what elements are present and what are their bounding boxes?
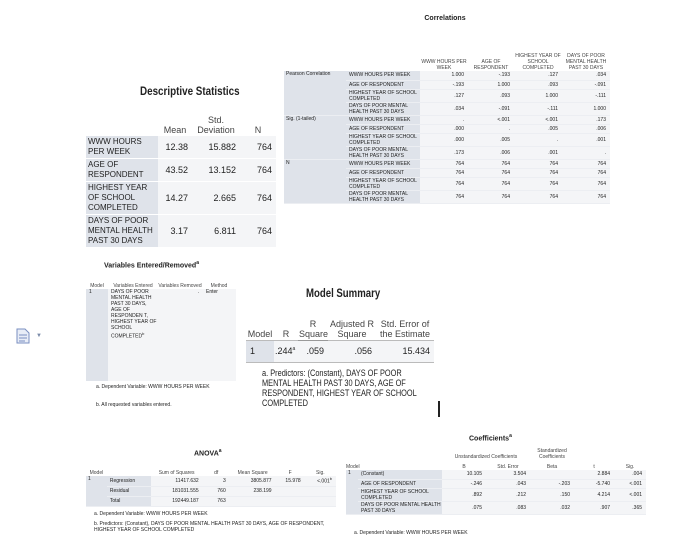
corr-group-label: N <box>284 159 346 203</box>
document-icon[interactable] <box>16 328 30 349</box>
coef-header-sig: Sig. <box>625 464 635 470</box>
corr-cell: 764 <box>468 159 514 168</box>
variables-entered-row <box>86 289 236 381</box>
corr-cell: . <box>514 133 562 146</box>
ve-header-entered: Variables Entered <box>113 283 153 289</box>
corr-cell: 1.000 <box>514 89 562 102</box>
anova-header-sig: Sig. <box>316 470 325 476</box>
corr-cell: .006 <box>468 146 514 159</box>
corr-cell: 764 <box>514 168 562 177</box>
corr-cell: .173 <box>562 115 610 124</box>
coefficients-title-text: Coefficients <box>469 435 510 443</box>
coef-sig: <.001 <box>614 479 646 488</box>
ve-method: Enter <box>202 289 236 381</box>
corr-cell: 764 <box>514 159 562 168</box>
anova-f <box>276 486 305 496</box>
coef-row <box>346 470 646 479</box>
ve-header-model: Model <box>90 283 104 289</box>
corr-row-var: AGE OF RESPONDENT <box>346 168 420 177</box>
corr-cell: 764 <box>420 168 468 177</box>
ve-header-removed: Variables Removed <box>158 283 202 289</box>
ms-header-model: Model <box>247 328 273 339</box>
anova-f: 15.978 <box>276 476 305 486</box>
coef-row-label: AGE OF RESPONDENT <box>358 479 442 488</box>
descriptive-table <box>86 104 276 248</box>
chevron-down-icon[interactable]: ▼ <box>36 333 42 339</box>
coef-row-label: DAYS OF POOR MENTAL HEALTH PAST 30 DAYS <box>358 501 442 514</box>
anova-header-ss: Sum of Squares <box>158 470 195 476</box>
coef-header-b: B <box>462 464 466 470</box>
model-summary-header-row <box>246 308 434 340</box>
anova-df: 763 <box>203 496 230 506</box>
corr-row-var: DAYS OF POOR MENTAL HEALTH PAST 30 DAYS <box>346 146 420 159</box>
correlations-title: Correlations <box>424 15 466 22</box>
coef-t: .907 <box>574 501 614 514</box>
coef-b: -.246 <box>442 479 486 488</box>
coef-beta: .150 <box>530 488 574 501</box>
anova-row <box>86 496 336 506</box>
corr-cell: . <box>562 146 610 159</box>
desc-n: 764 <box>240 182 276 215</box>
anova-sig-sup: b <box>329 476 332 482</box>
ms-header-r2: R Square <box>298 308 328 340</box>
descriptive-title: Descriptive Statistics <box>140 84 240 98</box>
corr-cell: 764 <box>514 177 562 190</box>
coef-t: -5.740 <box>574 479 614 488</box>
corr-cell: 1.000 <box>468 80 514 89</box>
coef-sig: <.001 <box>614 488 646 501</box>
correlations-header-row <box>284 29 610 71</box>
corr-cell: .034 <box>562 71 610 80</box>
coef-group-unstd: Unstandardized Coefficients <box>454 454 518 460</box>
corr-cell: <.001 <box>514 115 562 124</box>
corr-row-var: HIGHEST YEAR OF SCHOOL COMPLETED <box>346 133 420 146</box>
corr-row-var: AGE OF RESPONDENT <box>346 80 420 89</box>
anova-model: 1 <box>86 476 107 506</box>
corr-cell: -.193 <box>468 71 514 80</box>
desc-sd: 13.152 <box>192 159 240 182</box>
corr-cell: 764 <box>468 168 514 177</box>
desc-mean: 12.38 <box>158 136 192 159</box>
ms-header-r: R <box>282 328 290 339</box>
corr-cell: 764 <box>420 159 468 168</box>
desc-sd: 2.665 <box>192 182 240 215</box>
coef-header-se: Std. Error <box>497 464 519 470</box>
corr-cell: . <box>468 124 514 133</box>
correlations-table <box>284 29 610 204</box>
corr-cell: 764 <box>562 177 610 190</box>
coef-model: 1 <box>346 470 358 514</box>
corr-cell: .001 <box>562 133 610 146</box>
corr-cell: 764 <box>468 190 514 203</box>
ms-r2: .059 <box>298 340 328 362</box>
coef-b: .075 <box>442 501 486 514</box>
anova-ms: 3805.877 <box>230 476 276 486</box>
corr-cell: .127 <box>420 89 468 102</box>
anova-title <box>194 448 222 457</box>
anova-ss: 11417.632 <box>151 476 203 486</box>
desc-n: 764 <box>240 215 276 248</box>
desc-mean: 3.17 <box>158 215 192 248</box>
ve-entered-sup: b <box>142 331 145 336</box>
variables-entered-title <box>104 260 199 269</box>
corr-cell: .000 <box>420 124 468 133</box>
coefficients-title-sup: a <box>509 433 512 439</box>
model-summary-title: Model Summary <box>306 286 381 300</box>
anova-header-model: Model <box>89 470 104 476</box>
corr-cell: .005 <box>514 124 562 133</box>
coef-group-std: Standardized Coefficients <box>537 448 567 460</box>
anova-header-row <box>86 460 336 476</box>
coef-beta: -.203 <box>530 479 574 488</box>
ms-header-se: Std. Error of the Estimate <box>379 318 431 339</box>
anova-row <box>86 476 336 486</box>
corr-cell: .005 <box>468 133 514 146</box>
ms-r <box>274 340 298 362</box>
anova-row-label: Regression <box>107 476 151 486</box>
corr-col-header: WWW HOURS PER WEEK <box>421 59 467 71</box>
anova-ms: 238.199 <box>230 486 276 496</box>
coefficients-title <box>469 433 512 442</box>
anova-ss: 192449.187 <box>151 496 203 506</box>
anova-note-a: a. Dependent Variable: WWW HOURS PER WEEK <box>94 511 208 517</box>
corr-cell: -.111 <box>514 102 562 115</box>
corr-cell: .173 <box>420 146 468 159</box>
corr-row-var: WWW HOURS PER WEEK <box>346 115 420 124</box>
desc-row-label: AGE OF RESPONDENT <box>86 159 158 182</box>
ms-model: 1 <box>246 340 274 362</box>
coef-header-model: Model <box>346 464 360 470</box>
ve-note-a: a. Dependent Variable: WWW HOURS PER WEEK <box>96 384 210 390</box>
corr-cell: 764 <box>562 159 610 168</box>
anova-f <box>276 496 305 506</box>
correlations-row <box>284 115 610 124</box>
corr-group-label: Sig. (1-tailed) <box>284 115 346 159</box>
corr-cell: 764 <box>420 177 468 190</box>
corr-cell: 764 <box>468 177 514 190</box>
anova-header-ms: Mean Square <box>237 470 268 476</box>
coef-sig: .004 <box>614 470 646 479</box>
coef-se: .043 <box>486 479 530 488</box>
correlations-row <box>284 159 610 168</box>
desc-row-label: HIGHEST YEAR OF SCHOOL COMPLETED <box>86 182 158 215</box>
ve-header-method: Method <box>210 283 228 289</box>
corr-col-header: AGE OF RESPONDENT <box>473 59 509 71</box>
descriptive-header-row <box>86 104 276 136</box>
anova-title-text: ANOVA <box>194 450 219 458</box>
coef-t: 4.214 <box>574 488 614 501</box>
corr-cell: -.091 <box>468 102 514 115</box>
ms-se: 15.434 <box>376 340 434 362</box>
corr-col-header: HIGHEST YEAR OF SCHOOL COMPLETED <box>515 53 561 71</box>
anova-df: 3 <box>203 476 230 486</box>
coef-b: 10.105 <box>442 470 486 479</box>
corr-row-var: HIGHEST YEAR OF SCHOOL COMPLETED <box>346 177 420 190</box>
corr-row-var: HIGHEST YEAR OF SCHOOL COMPLETED <box>346 89 420 102</box>
anova-row <box>86 486 336 496</box>
coef-t: 2.884 <box>574 470 614 479</box>
ve-entered-text: DAYS OF POOR MENTAL HEALTH PAST 30 DAYS, AGE OF RESPONDEN T, HIGHEST YEAR OF SCHOOL COMPLETED <box>111 289 157 340</box>
coef-row-label: (Constant) <box>358 470 442 479</box>
desc-sd: 15.882 <box>192 136 240 159</box>
anova-table <box>86 460 336 507</box>
anova-note-b: b. Predictors: (Constant), DAYS OF POOR MENTAL HEALTH PAST 30 DAYS, AGE OF RESPONDENT, HIGHEST YEAR OF SCHOOL COMPLETED <box>94 521 325 533</box>
anova-title-sup: a <box>218 448 222 454</box>
desc-n: 764 <box>240 136 276 159</box>
coef-b: .892 <box>442 488 486 501</box>
descriptive-row <box>86 215 276 248</box>
anova-row-label: Residual <box>107 486 151 496</box>
desc-mean: 43.52 <box>158 159 192 182</box>
ms-note: a. Predictors: (Constant), DAYS OF POOR MENTAL HEALTH PAST 30 DAYS, AGE OF RESPONDENT, HIGHEST YEAR OF SCHOOL COMPLETED <box>262 368 417 408</box>
model-summary-table <box>246 308 434 363</box>
corr-row-var: DAYS OF POOR MENTAL HEALTH PAST 30 DAYS <box>346 190 420 203</box>
variables-entered-title-sup: a <box>196 260 199 266</box>
corr-cell: .127 <box>514 71 562 80</box>
corr-group-label: Pearson Correlation <box>284 71 346 115</box>
corr-row-var: WWW HOURS PER WEEK <box>346 159 420 168</box>
corr-cell: .001 <box>514 146 562 159</box>
coef-note: a. Dependent Variable: WWW HOURS PER WEEK <box>354 530 468 536</box>
ms-r-value: .244 <box>275 346 293 356</box>
anova-sig-value: <.001 <box>317 479 330 486</box>
anova-header-f: F <box>288 470 292 476</box>
coef-header-t: t <box>593 464 595 470</box>
corr-cell: .000 <box>420 133 468 146</box>
coef-header-beta: Beta <box>546 464 558 470</box>
corr-cell: .006 <box>562 124 610 133</box>
anova-df: 760 <box>203 486 230 496</box>
desc-header-n: N <box>254 125 262 135</box>
corr-cell: -.091 <box>562 80 610 89</box>
corr-cell: 1.000 <box>420 71 468 80</box>
ms-header-adj: Adjusted R Square <box>329 318 375 339</box>
corr-cell: .034 <box>420 102 468 115</box>
corr-cell: -.111 <box>562 89 610 102</box>
corr-cell: 764 <box>562 168 610 177</box>
model-summary-row <box>246 340 434 362</box>
coef-row <box>346 501 646 514</box>
corr-cell: -.193 <box>420 80 468 89</box>
coefficients-table <box>346 448 646 515</box>
variables-entered-table <box>86 273 236 381</box>
coef-group-header-row <box>346 448 646 460</box>
correlations-row <box>284 71 610 80</box>
ve-entered <box>108 289 158 381</box>
corr-col-header: DAYS OF POOR MENTAL HEALTH PAST 30 DAYS <box>565 53 607 71</box>
corr-cell: 764 <box>514 190 562 203</box>
desc-mean: 14.27 <box>158 182 192 215</box>
desc-header-mean: Mean <box>163 125 187 135</box>
descriptive-row <box>86 159 276 182</box>
anova-ms <box>230 496 276 506</box>
corr-row-var: AGE OF RESPONDENT <box>346 124 420 133</box>
corr-cell: <.001 <box>468 115 514 124</box>
ms-r-sup: a <box>292 346 296 352</box>
variables-entered-title-text: Variables Entered/Removed <box>104 262 197 270</box>
corr-cell: .093 <box>468 89 514 102</box>
descriptive-row <box>86 182 276 215</box>
desc-header-sd: Std. Deviation <box>197 115 235 135</box>
desc-row-label: DAYS OF POOR MENTAL HEALTH PAST 30 DAYS <box>86 215 158 248</box>
corr-cell: 764 <box>420 190 468 203</box>
ve-model: 1 <box>86 289 108 381</box>
coef-sig: .365 <box>614 501 646 514</box>
corr-row-var: WWW HOURS PER WEEK <box>346 71 420 80</box>
ms-adj: .056 <box>328 340 376 362</box>
corr-cell: .093 <box>514 80 562 89</box>
coef-beta <box>530 470 574 479</box>
desc-row-label: WWW HOURS PER WEEK <box>86 136 158 159</box>
ve-note-b: b. All requested variables entered. <box>96 402 172 408</box>
desc-sd: 6.811 <box>192 215 240 248</box>
coef-beta: .032 <box>530 501 574 514</box>
anova-sig <box>305 486 336 496</box>
corr-cell: . <box>420 115 468 124</box>
corr-cell: 764 <box>562 190 610 203</box>
coef-header-row <box>346 460 646 470</box>
coef-row <box>346 488 646 501</box>
desc-n: 764 <box>240 159 276 182</box>
corr-row-var: DAYS OF POOR MENTAL HEALTH PAST 30 DAYS <box>346 102 420 115</box>
coef-se: .212 <box>486 488 530 501</box>
anova-ss: 181031.555 <box>151 486 203 496</box>
corr-cell: 1.000 <box>562 102 610 115</box>
descriptive-row <box>86 136 276 159</box>
anova-sig <box>305 476 336 486</box>
coef-row-label: HIGHEST YEAR OF SCHOOL COMPLETED <box>358 488 442 501</box>
coef-se: .083 <box>486 501 530 514</box>
coef-se: 3.504 <box>486 470 530 479</box>
anova-sig <box>305 496 336 506</box>
coef-row <box>346 479 646 488</box>
variables-entered-header-row <box>86 273 236 289</box>
anova-header-df: df <box>214 470 219 476</box>
text-cursor <box>438 401 440 417</box>
anova-row-label: Total <box>107 496 151 506</box>
ve-removed: . <box>158 289 202 381</box>
